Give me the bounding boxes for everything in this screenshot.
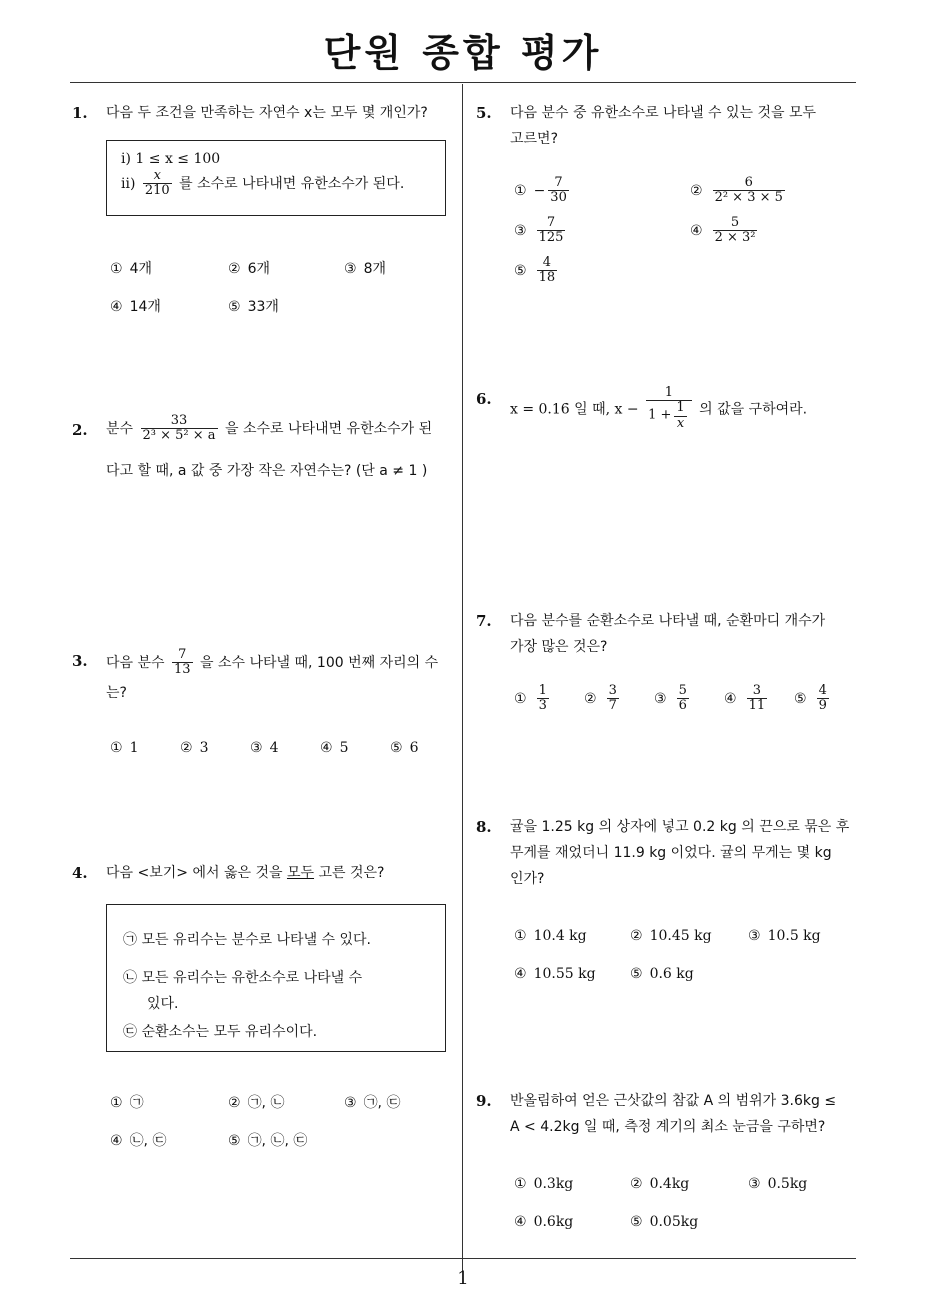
- box-item-1: ㉠ 모든 유리수는 분수로 나타낼 수 있다.: [123, 932, 372, 948]
- option-5[interactable]: ⑤ 0.05kg: [630, 1214, 699, 1230]
- option-1[interactable]: ① 10.4 kg: [514, 928, 587, 944]
- page-number: 1: [457, 1268, 469, 1289]
- option-2[interactable]: ② ㉠, ㉡: [228, 1095, 285, 1111]
- bottom-rule: [70, 1258, 856, 1259]
- option-1[interactable]: ① ㉠: [110, 1095, 144, 1111]
- box-item-3: ㉢ 순환소수는 모두 유리수이다.: [123, 1024, 318, 1040]
- option-2[interactable]: ② 10.45 kg: [630, 928, 712, 944]
- option-2[interactable]: ② $\frac{3}{7}$: [584, 683, 617, 714]
- option-4[interactable]: ④ 14개: [110, 299, 161, 315]
- option-3[interactable]: ③ ㉠, ㉢: [344, 1095, 401, 1111]
- option-3[interactable]: ③ 0.5kg: [748, 1176, 808, 1192]
- question-stem-line-2: 는?: [106, 685, 127, 701]
- page-title: 단원 종합 평가: [323, 31, 603, 75]
- question-stem-line-2: 다고 할 때, a 값 중 가장 작은 자연수는? (단 a ≠ 1 ): [106, 463, 428, 479]
- question-stem-line-2: 가장 많은 것은?: [510, 639, 608, 655]
- option-1[interactable]: ① 4개: [110, 261, 152, 277]
- question-stem-line-3: 인가?: [510, 871, 545, 887]
- box-item-2-cont: 있다.: [147, 996, 179, 1012]
- option-4[interactable]: ④ 10.55 kg: [514, 966, 596, 982]
- question-stem: x = 0.16̇ 일 때, x − 1 1 + $\frac{1}{x}$ 의 값을 구하여라.: [510, 385, 808, 431]
- question-number: 9.: [476, 1092, 492, 1110]
- option-5[interactable]: ⑤ ㉠, ㉡, ㉢: [228, 1133, 308, 1149]
- question-stem-line-1: 다음 분수를 순환소수로 나타낼 때, 순환마디 개수가: [510, 613, 826, 629]
- option-3[interactable]: ③ 10.5 kg: [748, 928, 821, 944]
- option-5[interactable]: ⑤ $\frac{4}{9}$: [794, 683, 827, 714]
- question-stem: 다음 <보기> 에서 옳은 것을 모두 고른 것은?: [106, 865, 385, 881]
- option-3[interactable]: ③ 8개: [344, 261, 386, 277]
- question-stem-line-1: 다음 분수 중 유한소수로 나타낼 수 있는 것을 모두: [510, 105, 817, 121]
- question-stem-line-1: 반올림하여 얻은 근삿값의 참값 A 의 범위가 3.6kg ≤: [510, 1093, 837, 1109]
- option-4[interactable]: ④ 5: [320, 740, 349, 756]
- complex-fraction: 1 1 + $\frac{1}{x}$: [646, 386, 692, 431]
- option-2[interactable]: ② 6개: [228, 261, 270, 277]
- question-stem-line-2: A < 4.2kg 일 때, 측정 계기의 최소 눈금을 구하면?: [510, 1119, 826, 1135]
- option-4[interactable]: ④ ㉡, ㉢: [110, 1133, 167, 1149]
- option-2[interactable]: ② 3: [180, 740, 209, 756]
- column-divider: [462, 84, 463, 1271]
- condition-text: 를 소수로 나타내면 유한소수가 된다.: [179, 175, 405, 192]
- question-stem-line-1: 귤을 1.25 kg 의 상자에 넣고 0.2 kg 의 끈으로 묶은 후: [510, 819, 850, 835]
- question-stem-line-2: 고르면?: [510, 131, 559, 147]
- question-stem: 다음 두 조건을 만족하는 자연수 x는 모두 몇 개인가?: [106, 105, 428, 121]
- option-3[interactable]: ③ $\frac{5}{6}$: [654, 683, 687, 714]
- question-number: 4.: [72, 864, 88, 882]
- option-4[interactable]: ④ 0.6kg: [514, 1214, 574, 1230]
- condition-label: ⅰ): [121, 151, 131, 167]
- option-5[interactable]: ⑤ 6: [390, 740, 419, 756]
- question-number: 5.: [476, 104, 492, 122]
- option-2[interactable]: ② $\frac{6}{\text{2² × 3 × 5}}$: [690, 175, 783, 206]
- example-box: [106, 904, 446, 1052]
- top-rule: [70, 82, 856, 83]
- option-5[interactable]: ⑤ 0.6 kg: [630, 966, 694, 982]
- question-number: 2.: [72, 421, 88, 439]
- condition-label: ⅱ): [121, 175, 136, 192]
- condition-2: [121, 169, 404, 199]
- fraction: $\frac{7}{13}$: [174, 647, 191, 678]
- option-5[interactable]: ⑤ 33개: [228, 299, 279, 315]
- option-2[interactable]: ② 0.4kg: [630, 1176, 690, 1192]
- option-3[interactable]: ③ 4: [250, 740, 279, 756]
- question-stem-line-1: 분수 $\frac{33}{\text{2³ × 5² × a}}$ 을 소수로 나타내면 유한소수가 된: [106, 413, 433, 444]
- question-stem-line-1: 다음 분수 $\frac{7}{13}$ 을 소수 나타낼 때, 100 번째 자리의 수: [106, 647, 439, 678]
- option-5[interactable]: ⑤ $\frac{4}{18}$: [514, 255, 556, 286]
- option-1[interactable]: ① − $\frac{7}{30}$: [514, 175, 567, 206]
- question-number: 6.: [476, 390, 492, 408]
- condition-1: [121, 151, 220, 167]
- condition-text: 1 ≤ x ≤ 100: [135, 151, 221, 167]
- question-number: 1.: [72, 104, 88, 122]
- box-item-2: ㉡ 모든 유리수는 유한소수로 나타낼 수: [123, 970, 363, 986]
- option-1[interactable]: ① $\frac{1}{3}$: [514, 683, 547, 714]
- option-3[interactable]: ③ $\frac{7}{125}$: [514, 215, 564, 246]
- fraction: $\frac{33}{\text{2³ × 5² × a}}$: [142, 413, 216, 444]
- question-stem-line-2: 무게를 재었더니 11.9 kg 이었다. 귤의 무게는 몇 kg: [510, 845, 832, 861]
- option-1[interactable]: ① 0.3kg: [514, 1176, 574, 1192]
- question-number: 7.: [476, 612, 492, 630]
- fraction: $\frac{x}{210}$: [144, 168, 170, 199]
- option-1[interactable]: ① 1: [110, 740, 139, 756]
- option-4[interactable]: ④ $\frac{5}{\text{2 × 3²}}$: [690, 215, 756, 246]
- question-number: 3.: [72, 652, 88, 670]
- question-number: 8.: [476, 818, 492, 836]
- condition-box: [106, 140, 446, 216]
- option-4[interactable]: ④ $\frac{3}{11}$: [724, 683, 766, 714]
